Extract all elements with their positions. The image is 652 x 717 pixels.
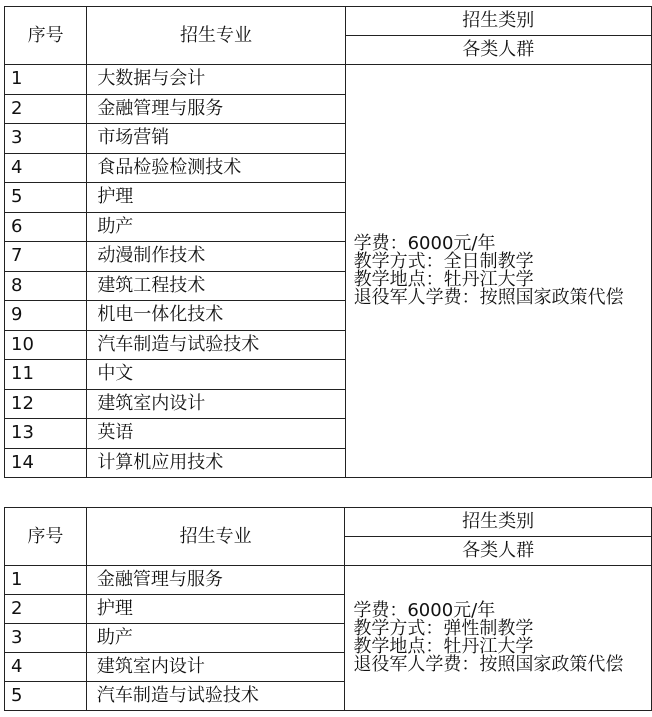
row-major: 助产 [86,624,345,653]
row-major: 助产 [87,212,345,242]
row-major: 食品检验检测技术 [87,153,345,183]
row-major: 护理 [86,595,345,624]
row-major: 计算机应用技术 [87,448,345,478]
row-serial: 13 [5,419,87,449]
row-serial: 5 [5,183,87,213]
row-serial: 4 [5,153,87,183]
row-major: 建筑工程技术 [87,271,345,301]
header-enrollment-category: 招生类别 [345,508,652,537]
header-major: 招生专业 [86,508,345,566]
enrollment-notes [345,566,652,711]
row-major: 建筑室内设计 [86,653,345,682]
note-tuition: 学费：6000元/年 [353,600,496,621]
row-serial: 14 [5,448,87,478]
note-teaching-mode: 教学方式：全日制教学 [353,251,534,272]
row-serial: 6 [5,212,87,242]
row-serial: 2 [5,94,87,124]
row-serial: 10 [5,330,87,360]
note-veteran-tuition: 退役军人学费：按照国家政策代偿 [353,654,624,675]
header-enrollment-category: 招生类别 [345,7,651,36]
row-serial: 12 [5,389,87,419]
note-veteran-tuition: 退役军人学费：按照国家政策代偿 [353,287,624,308]
row-serial: 4 [5,653,87,682]
row-major: 金融管理与服务 [87,94,345,124]
admissions-table-fulltime [4,6,652,478]
row-serial: 3 [5,624,87,653]
row-major: 建筑室内设计 [87,389,345,419]
row-major: 金融管理与服务 [86,566,345,595]
note-teaching-location: 教学地点：牡丹江大学 [353,636,534,657]
row-major: 汽车制造与试验技术 [87,330,345,360]
row-serial: 7 [5,242,87,272]
row-major: 市场营销 [87,124,345,154]
row-major: 动漫制作技术 [87,242,345,272]
row-serial: 8 [5,271,87,301]
row-serial: 11 [5,360,87,390]
header-target-group: 各类人群 [345,537,652,566]
row-serial: 9 [5,301,87,331]
row-major: 中文 [87,360,345,390]
note-tuition: 学费：6000元/年 [353,233,496,254]
row-major: 英语 [87,419,345,449]
row-major: 机电一体化技术 [87,301,345,331]
note-teaching-location: 教学地点：牡丹江大学 [353,269,534,290]
enrollment-notes [345,65,651,478]
row-serial: 5 [5,682,87,711]
admissions-table-flexible [4,507,652,711]
header-target-group: 各类人群 [345,36,651,65]
row-major: 汽车制造与试验技术 [86,682,345,711]
header-major: 招生专业 [87,7,345,65]
note-teaching-mode: 教学方式：弹性制教学 [353,618,534,639]
header-serial-number: 序号 [5,7,87,65]
row-serial: 2 [5,595,87,624]
row-major: 护理 [87,183,345,213]
row-serial: 1 [5,566,87,595]
row-major: 大数据与会计 [87,65,345,95]
row-serial: 1 [5,65,87,95]
header-serial-number: 序号 [5,508,87,566]
row-serial: 3 [5,124,87,154]
